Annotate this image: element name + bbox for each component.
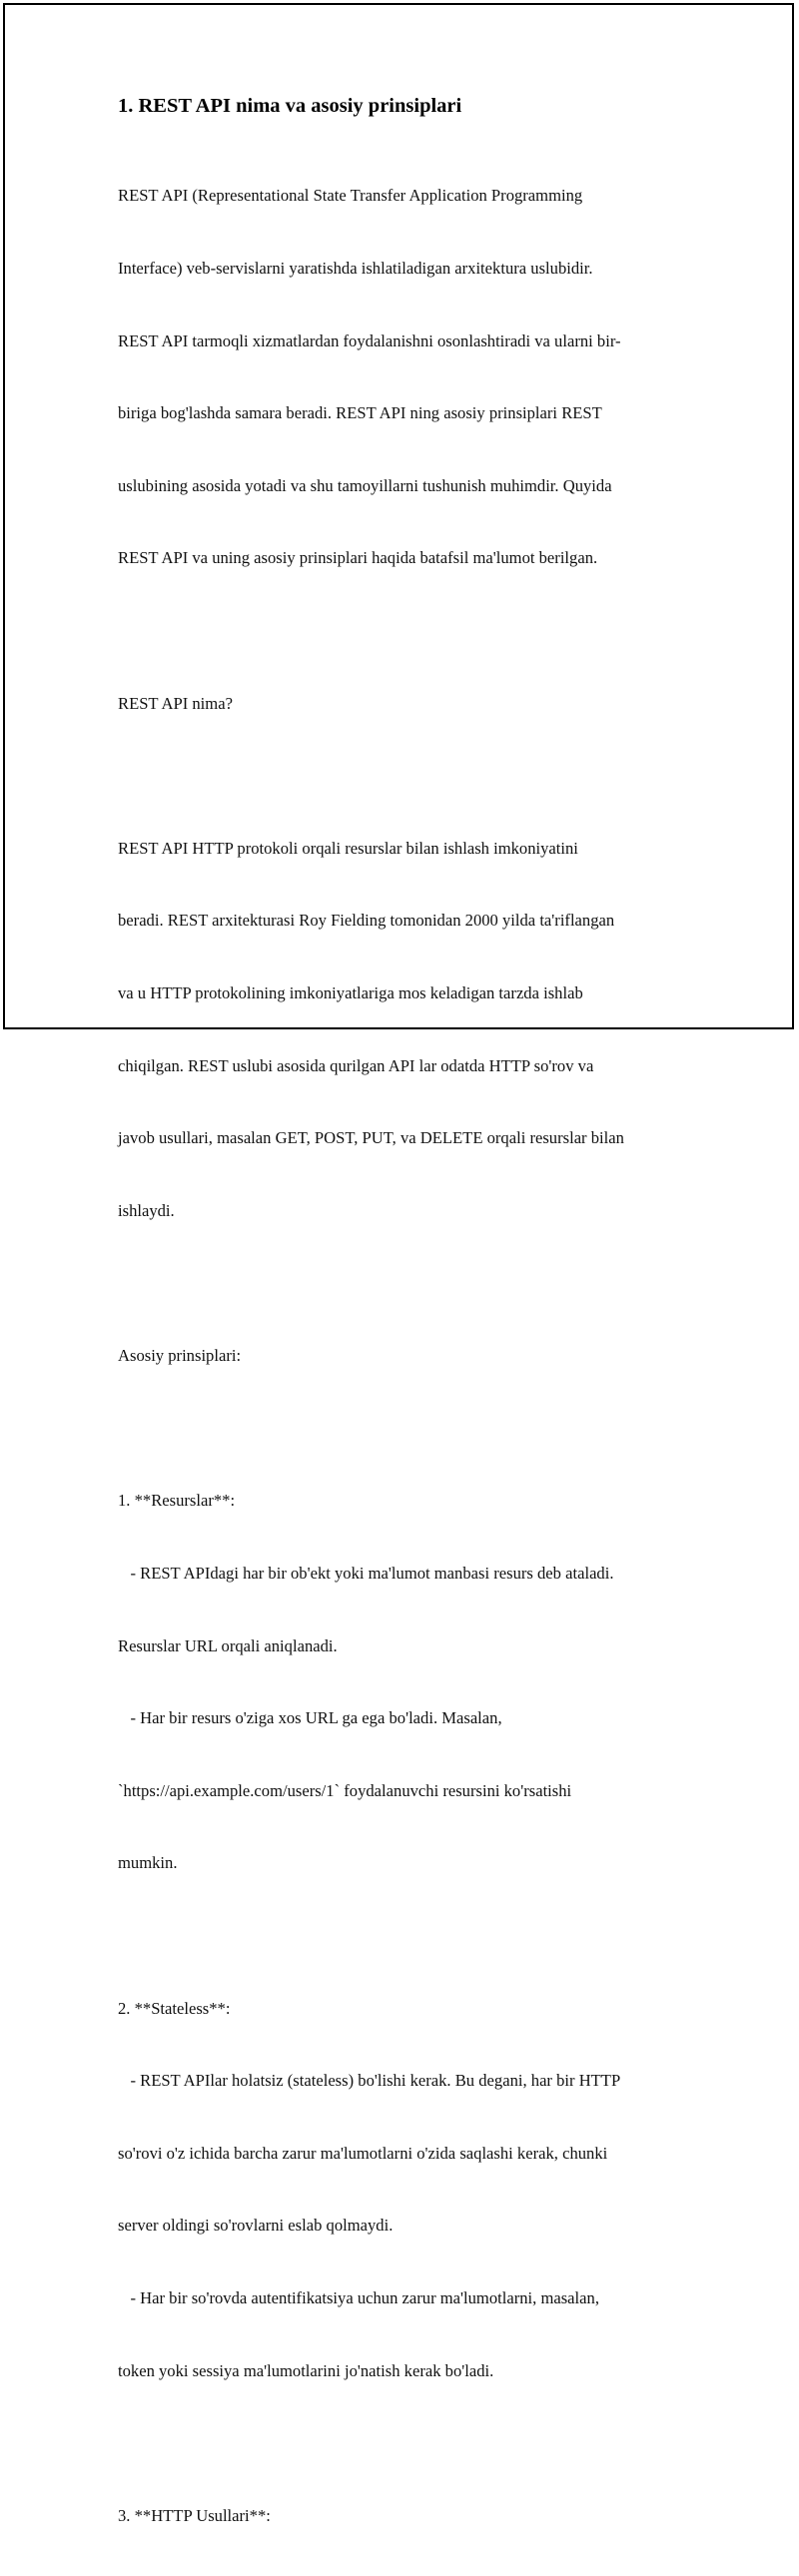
text-line: 2. **Stateless**: bbox=[118, 1998, 231, 2018]
text-line: beradi. REST arxitekturasi Roy Fielding tomonidan 2000 yilda ta'riflangan bbox=[118, 911, 615, 931]
text-line: mumkin. bbox=[118, 1853, 178, 1873]
text-line: - REST APIdagi har bir ob'ekt yoki ma'lumot manbasi resurs deb ataladi. bbox=[118, 1563, 614, 1583]
text-line: REST API (Representational State Transfer Application Programming bbox=[118, 186, 583, 206]
text-line: - REST APIlar holatsiz (stateless) bo'lishi kerak. Bu degani, har bir HTTP bbox=[118, 2071, 621, 2091]
text-line: Asosiy prinsiplari: bbox=[118, 1346, 242, 1366]
paragraph-http-methods bbox=[118, 2455, 692, 2576]
text-line: 1. **Resurslar**: bbox=[118, 1491, 236, 1511]
text-line: va u HTTP protokolining imkoniyatlariga mos keladigan tarzda ishlab bbox=[118, 983, 583, 1003]
text-line: - Har bir so'rovda autentifikatsiya uchun zarur ma'lumotlarni, masalan, bbox=[118, 2288, 599, 2307]
text-line: uslubining asosida yotadi va shu tamoyillarni tushunish muhimdir. Quyida bbox=[118, 475, 612, 495]
paragraph-definition bbox=[118, 788, 692, 1271]
text-line: `https://api.example.com/users/1` foydalanuvchi resursini ko'rsatishi bbox=[118, 1780, 572, 1800]
paragraph-question bbox=[118, 643, 692, 764]
text-line: token yoki sessiya ma'lumotlarini jo'natish kerak bo'ladi. bbox=[118, 2360, 494, 2380]
document-body bbox=[118, 92, 692, 2576]
text-line: - Har bir resurs o'ziga xos URL ga ega bo'ladi. Masalan, bbox=[118, 1708, 502, 1728]
text-line: server oldingi so'rovlarni eslab qolmaydi. bbox=[118, 2216, 394, 2236]
text-line: so'rovi o'z ichida barcha zarur ma'lumotlarni o'zida saqlashi kerak, chunki bbox=[118, 2143, 608, 2163]
paragraph-principles-heading bbox=[118, 1296, 692, 1417]
text-line: biriga bog'lashda samara beradi. REST API ning asosiy prinsiplari REST bbox=[118, 403, 602, 423]
page-title: 1. REST API nima va asosiy prinsiplari bbox=[118, 95, 462, 117]
text-line: 3. **HTTP Usullari**: bbox=[118, 2505, 271, 2525]
text-line: REST API va uning asosiy prinsiplari haqida batafsil ma'lumot berilgan. bbox=[118, 548, 598, 568]
paragraph-stateless bbox=[118, 1948, 692, 2431]
text-line: REST API nima? bbox=[118, 693, 233, 713]
text-line: Interface) veb-servislarni yaratishda ishlatiladigan arxitektura uslubidir. bbox=[118, 259, 593, 279]
text-line: Resurslar URL orqali aniqlanadi. bbox=[118, 1635, 338, 1655]
text-line: javob usullari, masalan GET, POST, PUT, va DELETE orqali resurslar bilan bbox=[118, 1128, 624, 1148]
paragraph-intro bbox=[118, 136, 692, 619]
paragraph-resources bbox=[118, 1441, 692, 1924]
text-line: chiqilgan. REST uslubi asosida qurilgan API lar odatda HTTP so'rov va bbox=[118, 1055, 594, 1075]
text-line: REST API tarmoqli xizmatlardan foydalanishni osonlashtiradi va ularni bir- bbox=[118, 330, 621, 350]
text-line: REST API HTTP protokoli orqali resurslar bilan ishlash imkoniyatini bbox=[118, 838, 578, 858]
text-line: ishlaydi. bbox=[118, 1200, 175, 1220]
